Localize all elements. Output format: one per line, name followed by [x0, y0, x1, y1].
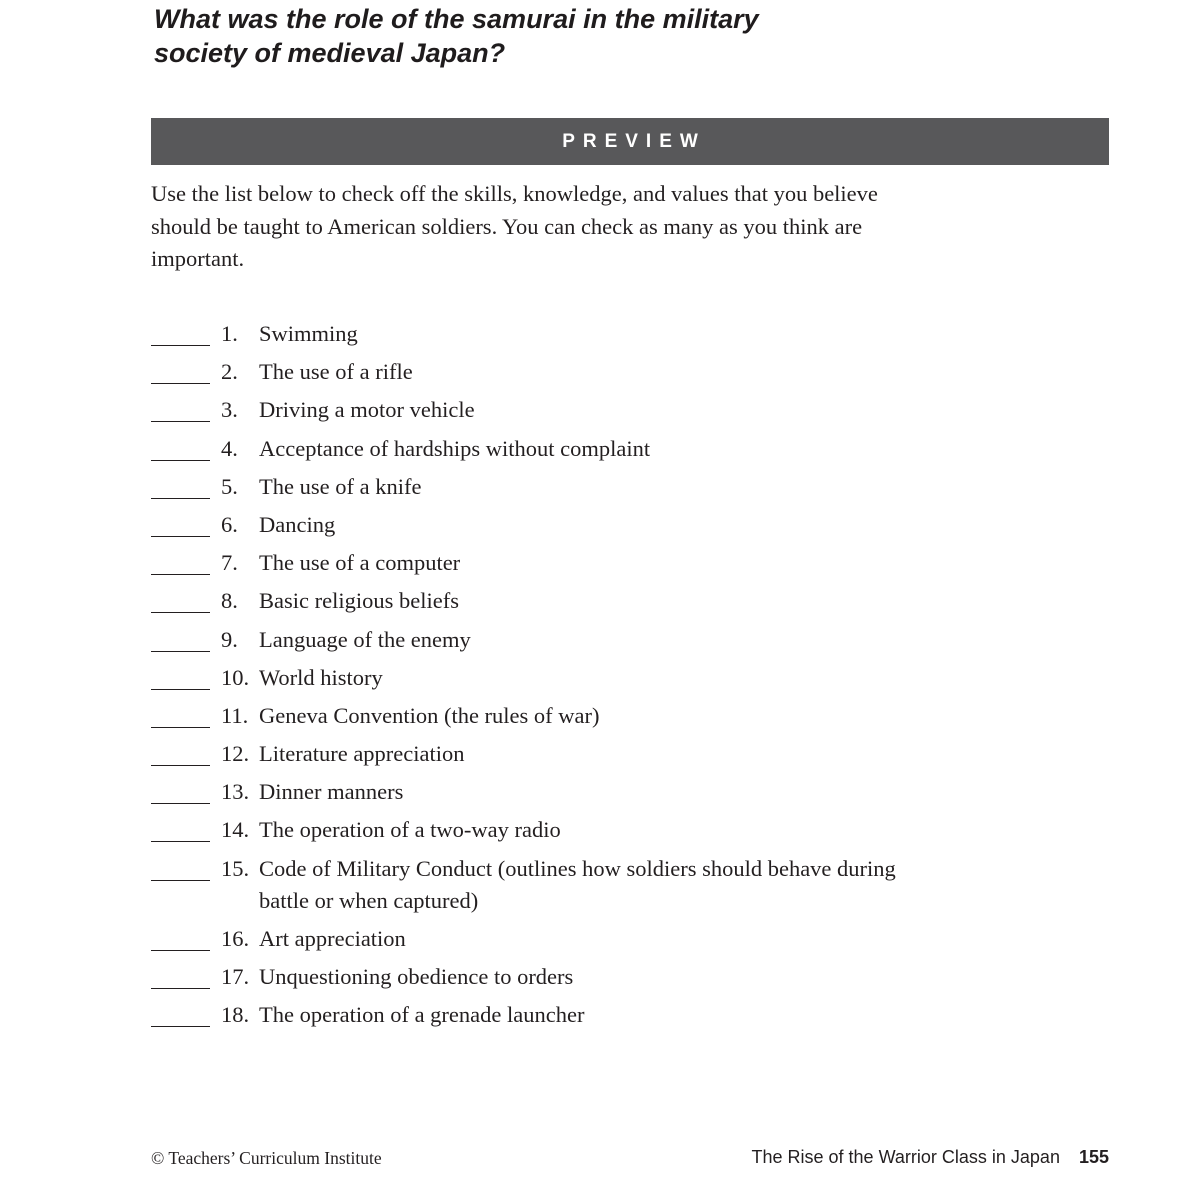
checklist-item [151, 356, 911, 388]
item-number: 1. [221, 321, 238, 346]
footer-chapter-info [752, 1147, 1110, 1168]
item-text: World history [259, 664, 383, 690]
checklist-item [151, 738, 911, 770]
check-blank[interactable] [151, 689, 210, 690]
footer-copyright: © Teachers’ Curriculum Institute [151, 1148, 382, 1168]
check-blank[interactable] [151, 988, 210, 989]
item-number: 17. [221, 964, 250, 989]
check-blank[interactable] [151, 421, 210, 422]
item-text: Driving a motor vehicle [259, 397, 475, 423]
check-blank[interactable] [151, 460, 210, 461]
checklist-item [151, 624, 911, 656]
check-blank[interactable] [151, 880, 210, 881]
item-number: 2. [221, 359, 238, 385]
item-text: Basic religious beliefs [259, 588, 459, 614]
item-number: 15. [221, 855, 250, 881]
check-blank[interactable] [151, 841, 210, 842]
item-text: Unquestioning obedience to orders [259, 964, 574, 989]
item-text: The use of a knife [259, 473, 422, 499]
page-title-line-2: society of medieval Japan? [154, 38, 506, 68]
check-blank[interactable] [151, 950, 210, 951]
item-text: Swimming [259, 321, 358, 346]
checklist-item [151, 585, 911, 617]
item-number: 16. [221, 925, 250, 951]
item-number: 8. [221, 588, 238, 614]
checklist-item [151, 700, 911, 732]
checklist-item [151, 999, 911, 1031]
item-text: Dancing [259, 511, 336, 537]
preview-banner [151, 118, 1109, 165]
item-text: Literature appreciation [259, 741, 465, 767]
preview-banner-label: PREVIEW [562, 130, 706, 152]
checklist-item [151, 433, 911, 465]
item-text: The operation of a grenade launcher [259, 1002, 585, 1028]
check-blank[interactable] [151, 345, 210, 346]
item-number: 7. [221, 550, 238, 576]
item-number: 18. [221, 1002, 250, 1028]
check-blank[interactable] [151, 765, 210, 766]
item-number: 11. [221, 702, 249, 728]
item-number: 12. [221, 741, 250, 767]
item-number: 10. [221, 664, 250, 690]
item-text: Language of the enemy [259, 626, 471, 652]
item-number: 3. [221, 397, 238, 423]
item-text: Art appreciation [259, 925, 406, 951]
item-text: The use of a rifle [259, 359, 413, 385]
item-text: Dinner manners [259, 779, 404, 805]
checklist-item [151, 394, 911, 426]
skills-checklist [151, 318, 911, 1037]
item-text: Geneva Convention (the rules of war) [259, 702, 600, 728]
checklist-item [151, 853, 911, 917]
checklist-item [151, 318, 911, 350]
item-text: Acceptance of hardships without complaint [259, 435, 651, 461]
page-title-line-1: What was the role of the samurai in the military [154, 4, 759, 34]
item-text: The operation of a two-way radio [259, 817, 561, 843]
checklist-item [151, 471, 911, 503]
item-number: 4. [221, 435, 238, 461]
check-blank[interactable] [151, 651, 210, 652]
check-blank[interactable] [151, 498, 210, 499]
item-number: 5. [221, 473, 238, 499]
checklist-item [151, 961, 911, 993]
page-title [154, 2, 974, 70]
checklist-item [151, 776, 911, 808]
checklist-item [151, 547, 911, 579]
checklist-item [151, 923, 911, 955]
check-blank[interactable] [151, 727, 210, 728]
item-number: 13. [221, 779, 250, 805]
check-blank[interactable] [151, 574, 210, 575]
checklist-item [151, 662, 911, 694]
item-text: The use of a computer [259, 550, 461, 576]
item-number: 9. [221, 626, 238, 652]
page-number: 155 [1078, 1147, 1109, 1167]
footer-chapter-title: The Rise of the Warrior Class in Japan [751, 1147, 1060, 1167]
check-blank[interactable] [151, 803, 210, 804]
check-blank[interactable] [151, 536, 210, 537]
instructions-paragraph: Use the list below to check off the skills, knowledge, and values that you believe should be taught to American soldiers. You can check as many as you think are important. [151, 181, 878, 271]
item-text: Code of Military Conduct (outlines how soldiers should behave during battle or when captured) [259, 855, 896, 913]
item-number: 14. [221, 817, 250, 843]
item-number: 6. [221, 511, 238, 537]
checklist-item [151, 509, 911, 541]
check-blank[interactable] [151, 612, 210, 613]
check-blank[interactable] [151, 1026, 210, 1027]
checklist-item [151, 814, 911, 846]
check-blank[interactable] [151, 383, 210, 384]
